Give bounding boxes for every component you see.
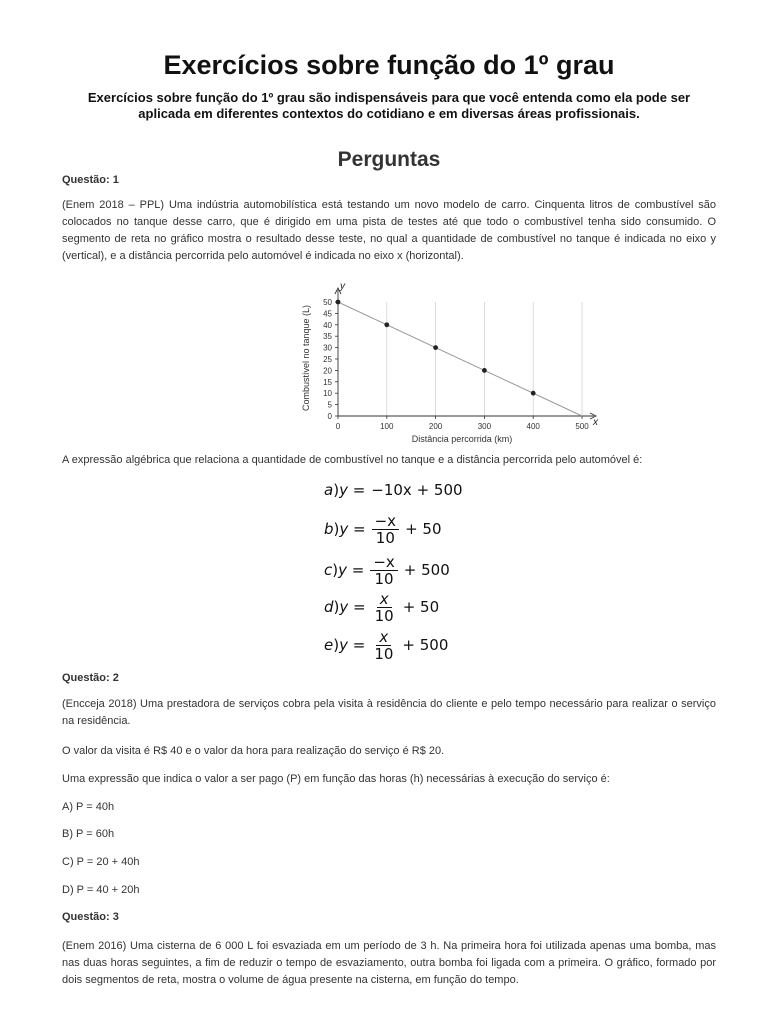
chart-series [336, 300, 582, 416]
y-tick-label-10: 50 [323, 298, 332, 307]
x-tick-label-0: 0 [335, 422, 341, 431]
option-c-denominator: 10 [374, 569, 394, 588]
option-d-lhs: y = [339, 598, 366, 616]
fuel-line [338, 302, 582, 416]
y-tick-label-5: 25 [323, 355, 332, 364]
data-point-1 [384, 322, 389, 327]
question-2-option-d[interactable]: D) P = 40 + 20h [62, 884, 140, 896]
subtitle-line-1: Exercícios sobre função do 1º grau são indispensáveis para que você entenda como ela pode ser [87, 90, 691, 105]
option-a[interactable]: a ) y = −10x + 500 [324, 481, 463, 499]
option-d-fraction [372, 591, 397, 624]
data-point-0 [336, 300, 341, 305]
option-d[interactable]: d ) y = $\frac{x}{10}$ + 50 [324, 589, 440, 625]
x-tick-label-5: 500 [575, 422, 589, 431]
option-b-fraction [372, 513, 399, 546]
y-tick-label-2: 10 [323, 389, 332, 399]
option-c[interactable]: c ) y = $\frac{-x}{10}$ + 500 [324, 552, 450, 588]
option-d-numerator: x [377, 591, 392, 608]
option-e-numerator: x [376, 629, 391, 646]
option-d-denominator: 10 [374, 606, 394, 625]
y-tick-label-3: 15 [323, 377, 332, 387]
y-axis-label: Combustível no tanque (L) [301, 304, 311, 412]
question-1-text: (Enem 2018 – PPL) Uma indústria automobilística está testando um novo modelo de carro. Cinquenta litros de combustível são colocados no tanque desse carro, que é dirigido em uma pista de testes até que todo o combustível tenha sido consumido. O segmento de reta no gráfico mostra o resultado desse teste, no qual a quantidade de combustível no tanque é indicada no eixo y (vertical), e a distância percorrida pelo automóvel é indicada no eixo x (horizontal). [62, 199, 716, 262]
question-2-text: (Encceja 2018) Uma prestadora de serviços cobra pela visita à residência do cliente e pelo tempo necessário para realizar o serviço na residência. [62, 698, 716, 727]
question-2-option-c[interactable]: C) P = 20 + 40h [62, 856, 140, 868]
option-b[interactable]: b ) y = $\frac{-x}{10}$ + 50 [324, 511, 442, 547]
subtitle-line-2: aplicada em diferentes contextos do cotidiano e em diversas áreas profissionais. [138, 106, 640, 121]
option-e-denominator: 10 [374, 644, 394, 663]
chart-grid [387, 302, 582, 416]
option-d-rest: + 50 [402, 598, 440, 616]
option-b-letter: b [324, 520, 334, 538]
option-a-expression: −10x + 500 [371, 481, 463, 499]
y-tick-label-4: 20 [323, 366, 332, 376]
fuel-chart [232, 278, 598, 448]
x-tick-label-4: 400 [526, 422, 540, 431]
y-axis-symbol: y [340, 281, 345, 292]
x-axis-symbol: x [593, 417, 598, 428]
data-point-2 [433, 345, 438, 350]
option-b-lhs: y = [339, 520, 366, 538]
x-axis-label: Distância percorrida (km) [411, 434, 513, 444]
option-e-rest: + 500 [402, 636, 449, 654]
option-b-numerator: −x [372, 513, 399, 530]
question-3-text: (Enem 2016) Uma cisterna de 6 000 L foi esvaziada em um período de 3 h. Na primeira hora foi utilizada apenas uma bomba, mas nas duas horas seguintes, a fim de reduzir o tempo de esvaziamento, outra bomba foi ligada com a primeira. O gráfico, formado por dois segmentos de reta, mostra o volume de água presente na cisterna, em função do tempo. [62, 940, 716, 986]
section-title: Perguntas [337, 148, 441, 171]
option-a-letter: a [324, 481, 334, 499]
y-tick-label-1: 5 [327, 400, 332, 410]
data-point-3 [482, 368, 487, 373]
chart-axes [335, 288, 596, 419]
data-point-4 [531, 391, 536, 396]
option-e-fraction [371, 629, 396, 662]
option-a-lhs: y = [339, 481, 366, 499]
question-2-option-a[interactable]: A) P = 40h [62, 801, 115, 813]
page-subtitle [62, 90, 716, 122]
question-2-option-b[interactable]: B) P = 60h [62, 828, 115, 840]
page-title: Exercícios sobre função do 1º grau [163, 50, 615, 80]
option-c-numerator: −x [370, 554, 397, 571]
option-c-fraction [370, 554, 397, 587]
y-tick-labels [323, 298, 332, 421]
y-tick-label-6: 30 [323, 343, 332, 353]
option-e[interactable]: e ) y = $\frac{x}{10}$ + 500 [324, 627, 449, 663]
x-tick-labels [336, 422, 589, 431]
option-e-lhs: y = [339, 636, 366, 654]
option-d-letter: d [324, 598, 334, 616]
x-tick-label-1: 100 [380, 422, 394, 431]
x-tick-label-3: 300 [477, 422, 492, 431]
question-2-label: Questão: 2 [62, 672, 119, 684]
question-3-label: Questão: 3 [62, 911, 119, 923]
y-tick-label-9: 45 [323, 309, 332, 319]
option-b-rest: + 50 [405, 520, 442, 538]
option-b-denominator: 10 [375, 528, 395, 547]
option-c-letter: c [324, 561, 333, 579]
option-e-letter: e [324, 636, 334, 654]
y-tick-label-7: 35 [323, 332, 332, 342]
y-tick-label-0: 0 [327, 412, 332, 421]
question-1-prompt: A expressão algébrica que relaciona a quantidade de combustível no tanque e a distância percorrida pelo automóvel é: [62, 454, 643, 466]
option-c-rest: + 500 [403, 561, 450, 579]
x-tick-label-2: 200 [428, 422, 443, 431]
y-tick-label-8: 40 [323, 320, 332, 330]
question-2-line-3: Uma expressão que indica o valor a ser pago (P) em função das horas (h) necessárias à execução do serviço é: [62, 773, 610, 785]
question-2-line-2: O valor da visita é R$ 40 e o valor da hora para realização do serviço é R$ 20. [62, 745, 445, 757]
question-1-label: Questão: 1 [62, 174, 119, 186]
option-c-lhs: y = [338, 561, 365, 579]
